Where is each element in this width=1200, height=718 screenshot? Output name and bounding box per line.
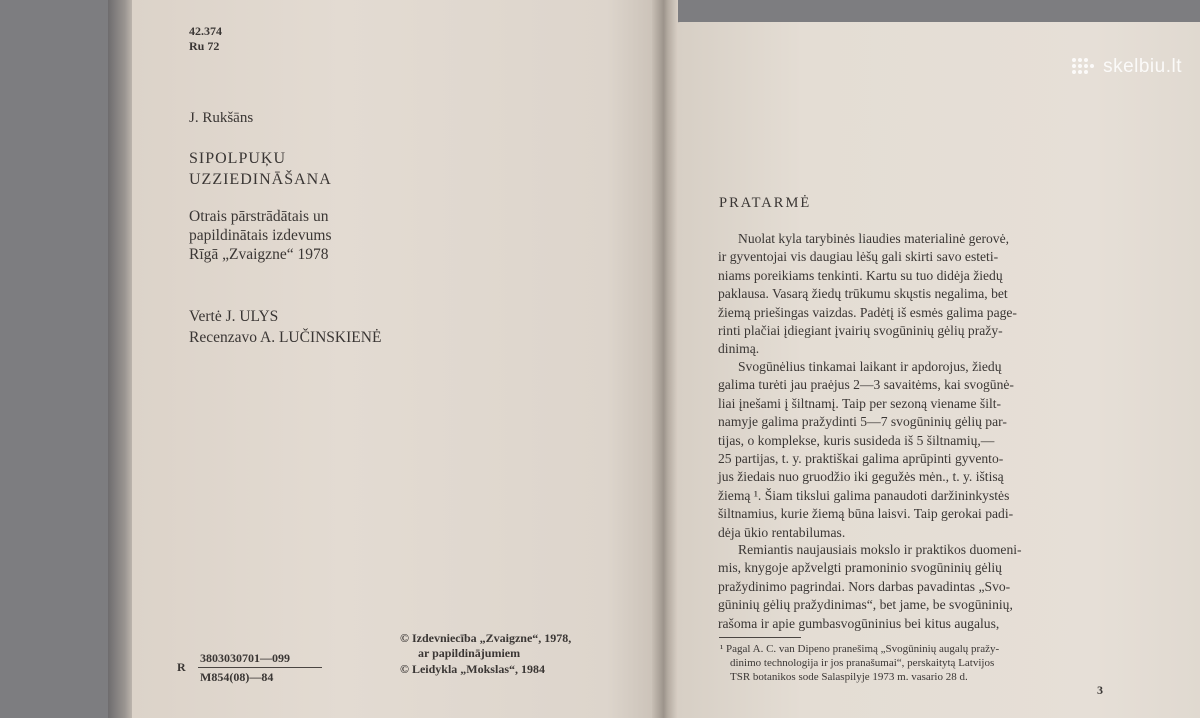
paragraph-2-line: namyje galima pražydinti 5—7 svogūninių gėlių par- xyxy=(718,414,1007,430)
paragraph-3-line: rašoma ir apie gumbasvogūninius bei kitus augalus, xyxy=(718,615,1000,631)
title-line-2: UZZIEDINĀŠANA xyxy=(189,171,332,188)
paragraph-1-line: dinimą. xyxy=(718,341,760,357)
paragraph-1-line: rinti plačiai įdiegiant įvairių svogūninių gėlių pražy- xyxy=(718,323,1003,339)
paragraph-3-line: pražydinimo pagrindai. Nors darbas pavadintas „Svo- xyxy=(718,578,1011,594)
paragraph-2-line: galima turėti jau praėjus 2—3 savaitėms, kai svogūnė- xyxy=(718,377,1014,393)
paragraph-2-line: šiltnamius, kurie žiemą būna laisvi. Taip gerokai padi- xyxy=(718,506,1014,522)
dots-logo-icon xyxy=(1071,57,1097,75)
paragraph-3-line: mis, knygoje apžvelgti pramoninio svogūninių gėlių xyxy=(718,560,1002,576)
paragraph-2-line: liai įnešami į šiltnamį. Taip per sezoną viename šilt- xyxy=(718,395,1002,411)
title-line-1: SIPOLPUĶU xyxy=(189,150,287,167)
paragraph-3 xyxy=(718,541,1115,633)
paragraph-1-line: Nuolat kyla tarybinės liaudies materialinė gerovė, xyxy=(738,231,1010,246)
translator-credit: Vertė J. ULYS xyxy=(189,308,279,325)
book-gutter xyxy=(652,0,678,718)
footnote-divider xyxy=(719,637,801,638)
paragraph-1-line: ir gyventojai vis daugiau lėšų gali skirti savo esteti- xyxy=(718,249,999,265)
paragraph-2-line: tijas, o komplekse, kuris susideda iš 5 šiltnamių,— xyxy=(718,432,995,448)
footnote-line: dinimo technologija ir jos pranašumai“, perskaitytą Latvijos xyxy=(730,657,995,669)
footnote xyxy=(718,642,1115,684)
paragraph-1-line: paklausa. Vasarą žiedų trūkumu skųstis negalima, bet xyxy=(718,286,1008,302)
paragraph-2-line: dėja ūkio rentabilumas. xyxy=(718,524,846,540)
copyright-publisher-1-note: ar papildinājumiem xyxy=(418,646,521,660)
paragraph-3-line: gūninių gėlių pražydinimas“, bet jame, be svogūninių, xyxy=(718,597,1013,613)
paragraph-1-line: niams poreikiams tenkinti. Kartu su tuo didėja žiedų xyxy=(718,267,1003,283)
index-bottom: M854(08)—84 xyxy=(200,670,274,684)
catalog-number: 42.374 xyxy=(189,24,222,38)
catalog-code: Ru 72 xyxy=(189,39,220,53)
index-letter: R xyxy=(177,660,186,674)
paragraph-1-line: žiemą priešingas vaizdas. Padėtį iš esmės galima page- xyxy=(718,304,1017,320)
paragraph-2-line: jus žiedais nuo gruodžio iki gegužės mėn., t. y. ištisą xyxy=(718,469,1004,485)
paragraph-2-line: 25 partijas, t. y. praktiškai galima aprūpinti gyvento- xyxy=(718,451,1004,467)
copyright-publisher-1: © Izdevniecība „Zvaigzne“, 1978, xyxy=(400,631,572,645)
preface-heading: PRATARMĖ xyxy=(719,195,812,211)
edition-line-1: Otrais pārstrādātais un xyxy=(189,208,329,225)
author-name: J. Rukšāns xyxy=(189,110,254,126)
paragraph-2-line: žiemą ¹. Šiam tikslui galima panaudoti daržininkystės xyxy=(718,487,1010,503)
index-divider xyxy=(198,667,322,668)
footnote-line: TSR botanikos sode Salaspilyje 1973 m. vasario 28 d. xyxy=(730,671,968,683)
footnote-line: ¹ Pagal A. C. van Dipeno pranešimą „Svogūninių augalų pražy- xyxy=(720,643,1000,655)
page-number: 3 xyxy=(1097,683,1103,697)
edition-line-2: papildinātais izdevums xyxy=(189,227,332,244)
edition-line-3: Rīgā „Zvaigzne“ 1978 xyxy=(189,246,329,263)
left-page xyxy=(132,0,660,718)
copyright-publisher-2: © Leidykla „Mokslas“, 1984 xyxy=(400,662,545,676)
paragraph-1 xyxy=(718,230,1115,359)
watermark-text: skelbiu.lt xyxy=(1103,56,1182,77)
index-top: 3803030701—099 xyxy=(200,651,290,665)
paragraph-2 xyxy=(718,358,1115,542)
paragraph-3-line: Remiantis naujausiais mokslo ir praktikos duomeni- xyxy=(738,542,1022,557)
reviewer-credit: Recenzavo A. LUČINSKIENĖ xyxy=(189,329,382,346)
watermark xyxy=(1071,56,1182,78)
paragraph-2-line: Svogūnėlius tinkamai laikant ir apdorojus, žiedų xyxy=(738,359,1002,374)
